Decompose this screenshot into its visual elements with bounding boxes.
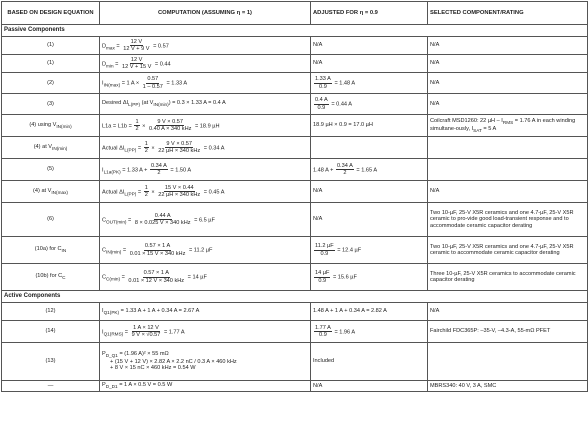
computation-cell: [100, 181, 311, 203]
eq-text: (10b) for C: [35, 273, 63, 280]
adjusted-cell: [311, 137, 428, 159]
lhs-sub: D_Q1: [105, 353, 118, 359]
denominator: 0.9: [318, 277, 327, 284]
denominator: 0.9: [319, 83, 327, 90]
lhs: C: [102, 274, 107, 281]
result: = 1.96 A: [334, 328, 356, 335]
computation-cell: [100, 94, 311, 115]
table-row: [2, 303, 588, 321]
denominator: 1 – 0.57: [142, 83, 163, 90]
header-computation: COMPUTATION (ASSUMING η = 1): [100, 2, 311, 25]
equals: =: [122, 247, 127, 254]
denominator: 2: [135, 126, 139, 132]
lhs-sub: L1a(PK): [103, 169, 121, 175]
adjusted-cell: [311, 73, 428, 94]
equation-ref: (13): [2, 343, 100, 381]
times: ×: [151, 144, 155, 151]
section-title-passive: Passive Components: [2, 25, 588, 37]
denominator: 22 µH × 340 kHz: [158, 192, 201, 198]
numerator: 0.4 A: [315, 97, 328, 104]
table-row: [2, 181, 588, 203]
adjusted-cell: N/A: [311, 181, 428, 203]
selected-cell: N/A: [428, 94, 588, 115]
sel-text3: = 5 A: [481, 125, 497, 132]
selected-cell: N/A: [428, 303, 588, 321]
denominator: 0.40 A × 340 kHz: [148, 126, 192, 132]
numerator: 0.57 × 1 A: [144, 243, 171, 250]
selected-cell: [428, 115, 588, 137]
result: = 14 µF: [187, 274, 207, 281]
computation-cell: [100, 37, 311, 55]
fraction: [134, 213, 192, 227]
section-title-active: Active Components: [2, 291, 588, 303]
computation-cell: [100, 203, 311, 237]
table-row: [2, 264, 588, 291]
numerator: 12 V: [130, 38, 143, 45]
lhs: I: [102, 80, 104, 87]
lhs-sub: D_D1: [105, 384, 118, 390]
selected-cell: N/A: [428, 37, 588, 55]
adjusted-cell: [311, 94, 428, 115]
text2: (at V: [141, 100, 154, 107]
selected-cell: Fairchild FDC365P: –35-V, –4.3-A, 55-mΩ PFET: [428, 321, 588, 343]
result: = 11.2 µF: [188, 247, 213, 254]
eq-sub: C: [62, 275, 66, 281]
line-3: + 8 V × 15 nC × 460 kHz = 0.54 W: [110, 365, 196, 372]
eq-text: (4) at V: [33, 143, 53, 150]
table-row: [2, 115, 588, 137]
table-row: [2, 203, 588, 237]
sel-text: Coilcraft MSD1260: 22 µH – I: [430, 118, 503, 125]
fraction: [131, 325, 162, 339]
lhs: C: [102, 247, 107, 254]
result: = 0.44 A: [331, 101, 353, 108]
fraction: [121, 57, 152, 71]
fraction: [314, 76, 332, 90]
header-selected-component: SELECTED COMPONENT/RATING: [428, 2, 588, 25]
text-sub: L(PP): [128, 102, 141, 108]
equation-ref: [2, 181, 100, 203]
numerator: 0.44 A: [154, 212, 171, 219]
result: = 1.48 A: [334, 80, 356, 87]
computation-cell: [100, 137, 311, 159]
numerator: 0.34 A: [336, 162, 353, 169]
adjusted-cell: N/A: [311, 37, 428, 55]
lhs: C: [102, 216, 107, 223]
eq-text: (4) using V: [29, 121, 57, 128]
fraction: [129, 243, 187, 257]
computation-cell: [100, 381, 311, 392]
equation-ref: [2, 115, 100, 137]
table-row: [2, 137, 588, 159]
selected-cell: Two 10-µF, 25-V X5R ceramics and one 4.7-µF, 25-V X5R ceramic to pro-vide good load-transient response and to accommodate ceramic capacitor derating: [428, 203, 588, 237]
computation-cell: [100, 55, 311, 73]
adjusted-cell: [311, 237, 428, 264]
times: ×: [142, 122, 146, 129]
equals: =: [128, 216, 132, 223]
computation-cell: [100, 115, 311, 137]
numerator: 1: [144, 184, 148, 191]
text: Actual ΔI: [102, 144, 125, 151]
lhs-sub: max: [106, 45, 115, 51]
equals: =: [124, 328, 129, 335]
denominator: 2: [157, 170, 161, 176]
result: = 0.34 A: [203, 144, 225, 151]
result: = 15.6 µF: [332, 274, 357, 281]
equals: =: [115, 60, 119, 67]
eq-text: (10a) for C: [34, 246, 62, 253]
prefix: 1.48 A +: [313, 166, 334, 173]
result: = 0.45 A: [203, 188, 225, 195]
line1-text: = (1.96 A)² × 55 mΩ: [119, 351, 169, 358]
lhs: P: [102, 351, 106, 358]
eq-text: (4) at V: [33, 187, 52, 194]
fraction: [336, 163, 354, 177]
fraction: [134, 119, 139, 133]
lhs: P: [102, 382, 106, 389]
table-row: [2, 55, 588, 73]
result: = 1.50 A: [170, 166, 192, 173]
result: = 1.65 A: [356, 166, 378, 173]
result: = 0.57: [153, 42, 169, 49]
fraction: [127, 270, 185, 284]
lhs: D: [102, 60, 107, 67]
eq-sub: IN(max): [51, 189, 68, 195]
text-sub: L(PP): [124, 191, 137, 197]
equation-ref: (6): [2, 203, 100, 237]
denominator: 2: [144, 192, 148, 198]
header-row: [2, 2, 588, 25]
text: Desired ΔI: [102, 100, 129, 107]
equation-ref: (2): [2, 73, 100, 94]
denominator: 0.9: [317, 104, 326, 111]
computation-cell: [100, 343, 311, 381]
adjusted-cell: Included: [311, 343, 428, 381]
selected-cell: Three 10-µF, 25-V X5R ceramics to accommodate ceramic capacitor derating: [428, 264, 588, 291]
selected-cell: [428, 137, 588, 159]
numerator: 0.34 A: [150, 162, 167, 169]
lhs-sub: Q1(PK): [103, 309, 120, 315]
equation-ref: (1): [2, 37, 100, 55]
result: = 18.9 µH: [194, 122, 220, 129]
fraction: [314, 243, 335, 257]
equation-ref: —: [2, 381, 100, 392]
fraction: [314, 270, 330, 284]
denominator: 0.9: [319, 332, 327, 338]
numerator: 12 V: [130, 56, 143, 63]
sel-text2: = 1.76 A in each winding simultane-ously, I: [430, 118, 576, 132]
denominator: 12 V + 15 V: [121, 64, 152, 70]
numerator: 1.33 A: [315, 76, 331, 83]
equals: =: [137, 188, 142, 195]
denominator: 0.01 × 15 V × 340 kHz: [129, 250, 186, 257]
selected-cell: MBRS340: 40 V, 3 A, SMC: [428, 381, 588, 392]
equation-ref: (1): [2, 55, 100, 73]
prefix: = 1 A ×: [121, 80, 140, 87]
text3: ) = 0.3 × 1.33 A = 0.4 A: [168, 100, 226, 107]
fraction: [157, 141, 201, 155]
lhs: L1a = L1b =: [102, 122, 132, 129]
denominator: 22 µH × 340 kHz: [158, 148, 201, 154]
computation-cell: [100, 237, 311, 264]
adjusted-cell: 1.48 A + 1 A + 0.34 A = 2.82 A: [311, 303, 428, 321]
lhs: I: [102, 328, 104, 335]
computation-cell: [100, 303, 311, 321]
equals: =: [137, 144, 142, 151]
equation-ref: (5): [2, 159, 100, 181]
computation-cell: [100, 264, 311, 291]
denominator: 9 V × √0.57: [131, 332, 161, 338]
adjusted-cell: [311, 264, 428, 291]
fraction: [157, 185, 201, 199]
equation-ref: (3): [2, 94, 100, 115]
numerator: 11.2 µF: [315, 243, 334, 250]
equation-ref: (12): [2, 303, 100, 321]
line-2: + (15 V + 12 V) × 2.82 A × 2.2 nC / 0.3 A × 460 kHz: [110, 358, 237, 365]
numerator: 1: [135, 118, 139, 125]
adjusted-cell: 18.9 µH × 0.9 = 17.0 µH: [311, 115, 428, 137]
numerator: 9 V × 0.57: [166, 140, 193, 147]
fraction: [150, 163, 168, 177]
sel-sub2: SAT: [473, 127, 482, 133]
adjusted-cell: N/A: [311, 203, 428, 237]
table-row: [2, 237, 588, 264]
numerator: 0.57: [147, 76, 159, 83]
lhs-sub: IN(max): [103, 82, 121, 88]
header-design-equation: BASED ON DESIGN EQUATION: [2, 2, 100, 25]
section-row-active: [2, 291, 588, 303]
lhs: D: [102, 42, 107, 49]
lhs-sub: IN(min): [106, 249, 122, 255]
result: = 12.4 µF: [337, 247, 362, 254]
adjusted-cell: N/A: [311, 55, 428, 73]
result: = 6.5 µF: [194, 216, 215, 223]
line-1: [102, 351, 308, 358]
result: = 1.33 A: [166, 80, 188, 87]
fraction: [122, 39, 150, 53]
equation-ref: [2, 264, 100, 291]
selected-cell: N/A: [428, 55, 588, 73]
fraction: [144, 141, 149, 155]
prefix: = 1.33 A +: [122, 166, 148, 173]
numerator: 1: [144, 140, 148, 147]
computation-cell: [100, 159, 311, 181]
denominator: 2: [343, 170, 347, 176]
table-row: [2, 73, 588, 94]
denominator: 8 × 0.025 V × 340 kHz: [134, 220, 191, 226]
table-row: [2, 343, 588, 381]
lhs-sub: min: [106, 63, 114, 69]
selected-cell: [428, 159, 588, 181]
numerator: 1.77 A: [315, 324, 331, 331]
denominator: 0.9: [320, 250, 329, 257]
adjusted-cell: [311, 159, 428, 181]
numerator: 1 A × 12 V: [133, 324, 159, 331]
adjusted-cell: N/A: [311, 381, 428, 392]
lhs: I: [102, 166, 104, 173]
table-row: [2, 37, 588, 55]
eq-sub: IN: [61, 248, 67, 254]
equals: =: [121, 274, 125, 281]
equation-ref: [2, 137, 100, 159]
numerator: 0.57 × 1 A: [143, 270, 169, 277]
text-sub: L(PP): [124, 147, 137, 153]
result: = 0.44: [154, 60, 171, 67]
selected-cell: N/A: [428, 181, 588, 203]
denominator: 2: [144, 148, 148, 154]
fraction: [314, 97, 329, 111]
result: = 1 A × 0.5 V = 0.5 W: [119, 382, 173, 389]
denominator: 0.01 × 12 V × 340 kHz: [128, 277, 185, 284]
computation-cell: [100, 73, 311, 94]
fraction: [144, 185, 149, 199]
selected-cell: N/A: [428, 73, 588, 94]
fraction: [314, 325, 332, 339]
sel-sub: RMS: [502, 120, 514, 126]
equation-ref: [2, 237, 100, 264]
numerator: 15 V × 0.44: [164, 184, 194, 191]
lhs-sub: C(min): [106, 276, 121, 282]
selected-cell: Two 10-µF, 25-V X5R ceramics and one 4.7-µF, 25-V X5R ceramic to accommodate ceramic capacitor derating: [428, 237, 588, 264]
times: ×: [151, 188, 155, 195]
adjusted-cell: [311, 321, 428, 343]
text2-sub: IN(min): [153, 102, 169, 108]
result: = 1.33 A + 1 A + 0.34 A = 2.67 A: [120, 307, 200, 314]
lhs-sub: OUT(min): [106, 219, 127, 225]
table-row: [2, 381, 588, 392]
equation-ref: (14): [2, 321, 100, 343]
fraction: [148, 119, 192, 133]
text: Actual ΔI: [102, 188, 125, 195]
result: = 1.77 A: [163, 328, 185, 335]
table-row: [2, 321, 588, 343]
selected-cell: [428, 343, 588, 381]
numerator: 14 µF: [315, 270, 330, 277]
eq-sub: IN(min): [52, 145, 68, 151]
header-adjusted: ADJUSTED FOR η = 0.9: [311, 2, 428, 25]
lhs-sub: Q1(RMS): [103, 331, 124, 337]
denominator: 12 V + 9 V: [123, 46, 150, 52]
lhs: I: [102, 307, 104, 314]
computation-cell: [100, 321, 311, 343]
table-row: [2, 94, 588, 115]
fraction: [142, 76, 164, 90]
table-row: [2, 159, 588, 181]
numerator: 9 V × 0.57: [157, 118, 184, 125]
component-selection-table: [1, 1, 588, 392]
equals: =: [116, 42, 120, 49]
eq-sub: IN(min): [56, 123, 72, 129]
section-row-passive: [2, 25, 588, 37]
